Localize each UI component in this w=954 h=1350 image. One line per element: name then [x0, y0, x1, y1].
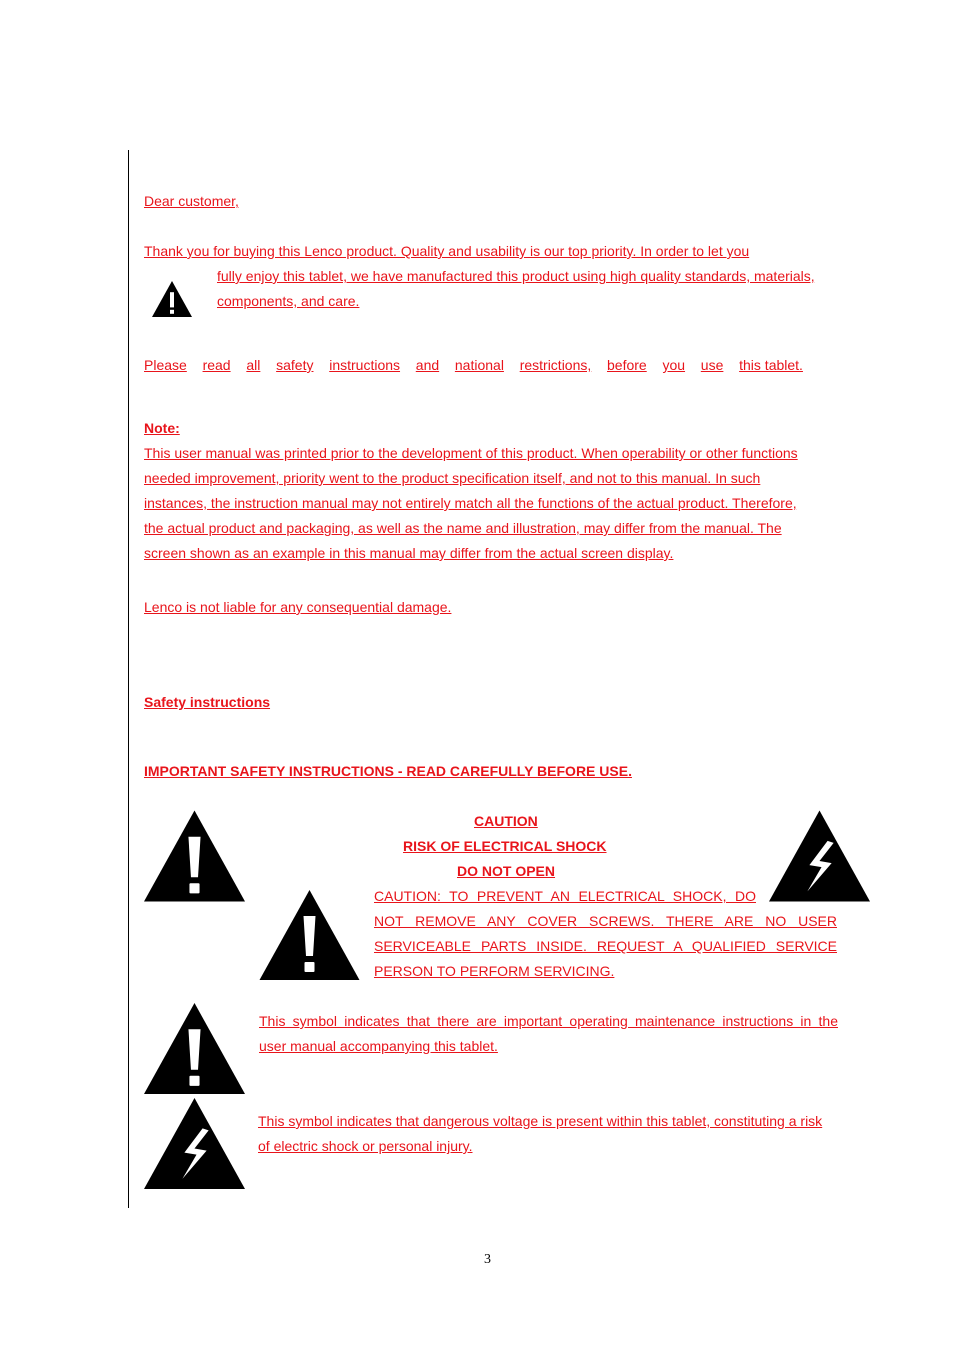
note-line: This user manual was printed prior to the development of this product. When operability or other functions	[144, 445, 798, 461]
intro-line-2: fully enjoy this tablet, we have manufactured this product using high quality standards, materials,	[217, 268, 815, 284]
voltage-symbol-line-2: of electric shock or personal injury.	[258, 1138, 473, 1154]
read-notice-word: read	[202, 357, 231, 373]
caution-risk: RISK OF ELECTRICAL SHOCK	[403, 838, 607, 854]
caution-do-not-open: DO NOT OPEN	[457, 863, 556, 879]
liability-statement: Lenco is not liable for any consequential damage.	[144, 599, 452, 615]
caution-title: CAUTION	[474, 813, 538, 829]
read-notice-word: you	[662, 357, 686, 373]
intro-line-1: Thank you for buying this Lenco product. Quality and usability is our top priority. In order to let you	[144, 243, 750, 259]
caution-line-1: CAUTION: TO PREVENT AN ELECTRICAL SHOCK, DO	[374, 888, 756, 904]
note-line: screen shown as an example in this manual may differ from the actual screen display.	[144, 545, 674, 561]
safety-heading: Safety instructions	[144, 694, 271, 710]
intro-line-3: components, and care.	[217, 293, 360, 309]
read-notice-word: restrictions,	[519, 357, 592, 373]
page-number: 3	[484, 1252, 491, 1267]
note-line: the actual product and packaging, as well as the name and illustration, may differ from the manual. The	[144, 520, 782, 536]
read-notice-word: before	[607, 357, 647, 373]
maintenance-symbol-line-1: This symbol indicates that there are important operating maintenance instructions in the	[259, 1013, 838, 1029]
read-notice-word: national	[454, 357, 504, 373]
read-notice-word: and	[415, 357, 440, 373]
read-notice-word: Please	[144, 357, 187, 373]
note-heading: Note:	[144, 420, 180, 436]
electric-shock-warning-icon	[769, 810, 870, 902]
caution-line-4: PERSON TO PERFORM SERVICING.	[374, 963, 615, 979]
maintenance-symbol-line-2: user manual accompanying this tablet.	[259, 1038, 498, 1054]
greeting: Dear customer,	[144, 193, 239, 209]
exclamation-warning-icon	[144, 1003, 245, 1094]
note-line: needed improvement, priority went to the product specification itself, and not to this manual. In such	[144, 470, 761, 486]
caution-line-3: SERVICEABLE PARTS INSIDE. REQUEST A QUALIFIED SERVICE	[374, 938, 837, 954]
read-notice-word: use	[700, 357, 724, 373]
read-notice-word: instructions	[329, 357, 401, 373]
voltage-symbol-line-1: This symbol indicates that dangerous voltage is present within this tablet, constituting a risk	[258, 1113, 823, 1129]
read-notice-word: safety	[276, 357, 314, 373]
margin-rule	[128, 150, 129, 1208]
exclamation-warning-icon	[259, 890, 360, 980]
electric-shock-warning-icon	[144, 1098, 245, 1189]
caution-line-2: NOT REMOVE ANY COVER SCREWS. THERE ARE NO USER	[374, 913, 837, 929]
exclamation-warning-icon	[151, 281, 193, 317]
note-line: instances, the instruction manual may not entirely match all the functions of the actual product. Therefore,	[144, 495, 797, 511]
read-notice-word: all	[246, 357, 261, 373]
note-paragraph	[144, 441, 798, 566]
important-heading: IMPORTANT SAFETY INSTRUCTIONS - READ CAREFULLY BEFORE USE.	[144, 763, 632, 779]
read-notice-word: this tablet.	[739, 357, 803, 373]
read-notice	[144, 353, 803, 378]
exclamation-warning-icon	[144, 810, 245, 902]
